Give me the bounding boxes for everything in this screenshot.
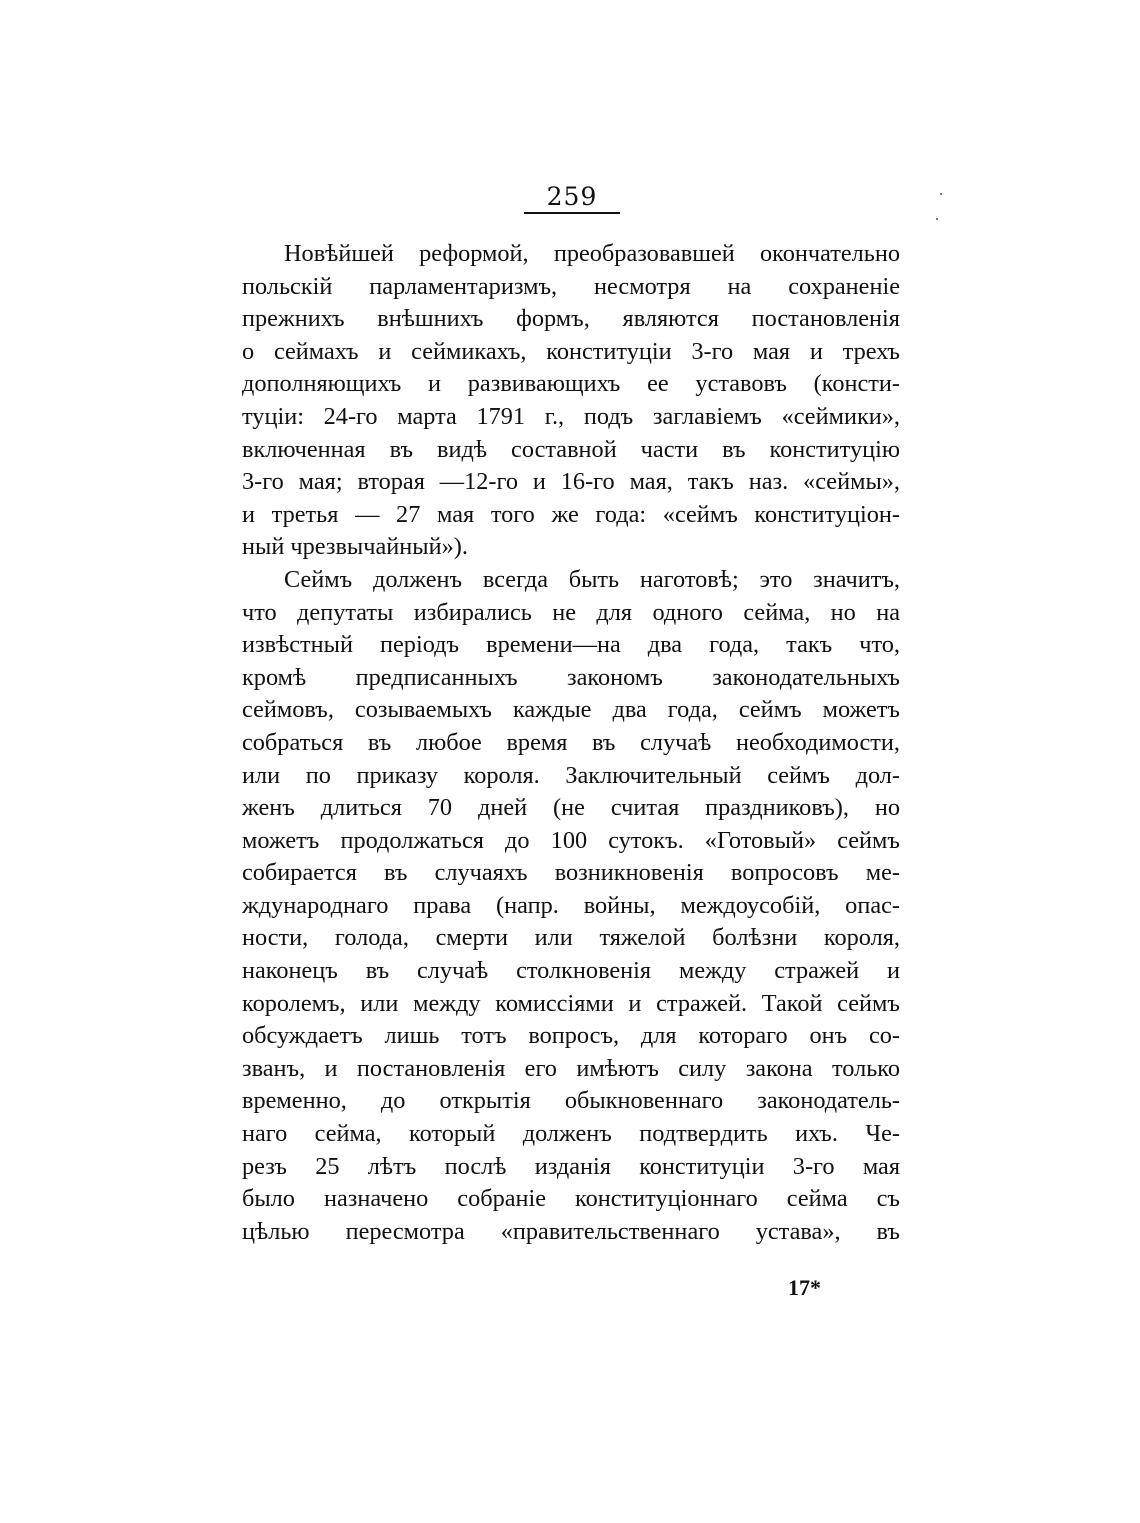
scan-speck bbox=[936, 218, 938, 220]
text-line: и третья — 27 мая того же года: «сеймъ конституціон- bbox=[242, 500, 900, 528]
text-line: королемъ, или между комиссіями и стражей. Такой сеймъ bbox=[242, 989, 900, 1017]
text-line: обсуждаетъ лишь тотъ вопросъ, для котораго онъ со- bbox=[242, 1022, 900, 1050]
text-line: Новѣйшей реформой, преобразовавшей окончательно bbox=[284, 240, 900, 267]
text-line: дополняющихъ и развивающихъ ее уставовъ (консти- bbox=[242, 370, 900, 398]
text-line: собраться въ любое время въ случаѣ необходимости, bbox=[242, 728, 900, 756]
scan-speck bbox=[940, 193, 942, 195]
text-line: женъ длиться 70 дней (не считая праздниковъ), но bbox=[242, 794, 900, 822]
text-line: собирается въ случаяхъ возникновенія вопросовъ ме- bbox=[242, 859, 900, 887]
text-line: цѣлью пересмотра «правительственнаго устава», въ bbox=[242, 1217, 900, 1245]
text-line: или по приказу короля. Заключительный сеймъ дол- bbox=[242, 761, 900, 789]
text-line: прежнихъ внѣшнихъ формъ, являются постановленія bbox=[242, 305, 900, 333]
signature-mark: 17* bbox=[788, 1275, 821, 1300]
text-line: резъ 25 лѣтъ послѣ изданія конституціи 3-го мая bbox=[242, 1152, 900, 1180]
text-line: Сеймъ долженъ всегда быть наготовѣ; это значитъ, bbox=[284, 565, 900, 593]
text-line: сеймовъ, созываемыхъ каждые два года, сеймъ можетъ bbox=[242, 696, 900, 724]
text-line: о сеймахъ и сеймикахъ, конституціи 3-го мая и трехъ bbox=[242, 337, 900, 365]
text-line: туціи: 24-го марта 1791 г., подъ заглавіемъ «сеймики», bbox=[242, 402, 900, 430]
text-line: званъ, и постановленія его имѣютъ силу закона только bbox=[242, 1054, 900, 1082]
text-line: было назначено собраніе конституціоннаго сейма съ bbox=[242, 1185, 900, 1213]
text-line: включенная въ видѣ составной части въ конституцію bbox=[242, 435, 900, 463]
text-line: наконецъ въ случаѣ столкновенія между стражей и bbox=[242, 957, 900, 985]
page-number: 259 bbox=[546, 182, 598, 211]
text-line: ности, голода, смерти или тяжелой болѣзни короля, bbox=[242, 924, 900, 952]
text-line: временно, до открытія обыкновеннаго законодатель- bbox=[242, 1087, 900, 1115]
text-line: что депутаты избирались не для одного сейма, но на bbox=[242, 598, 900, 626]
header-rule bbox=[524, 212, 620, 214]
text-line: польскій парламентаризмъ, несмотря на сохраненіе bbox=[242, 272, 900, 300]
text-line: наго сейма, который долженъ подтвердить ихъ. Че- bbox=[242, 1120, 900, 1148]
text-line: можетъ продолжаться до 100 сутокъ. «Готовый» сеймъ bbox=[242, 826, 900, 854]
text-line: ный чрезвычайный»). bbox=[242, 533, 468, 561]
text-line: 3-го мая; вторая —12-го и 16-го мая, такъ наз. «сеймы», bbox=[242, 468, 900, 496]
text-line: кромѣ предписанныхъ закономъ законодательныхъ bbox=[242, 663, 900, 691]
body-text bbox=[242, 238, 900, 1248]
text-line: ждународнаго права (напр. войны, междоусобій, опас- bbox=[242, 891, 900, 919]
text-line: извѣстный періодъ времени—на два года, такъ что, bbox=[242, 631, 900, 659]
